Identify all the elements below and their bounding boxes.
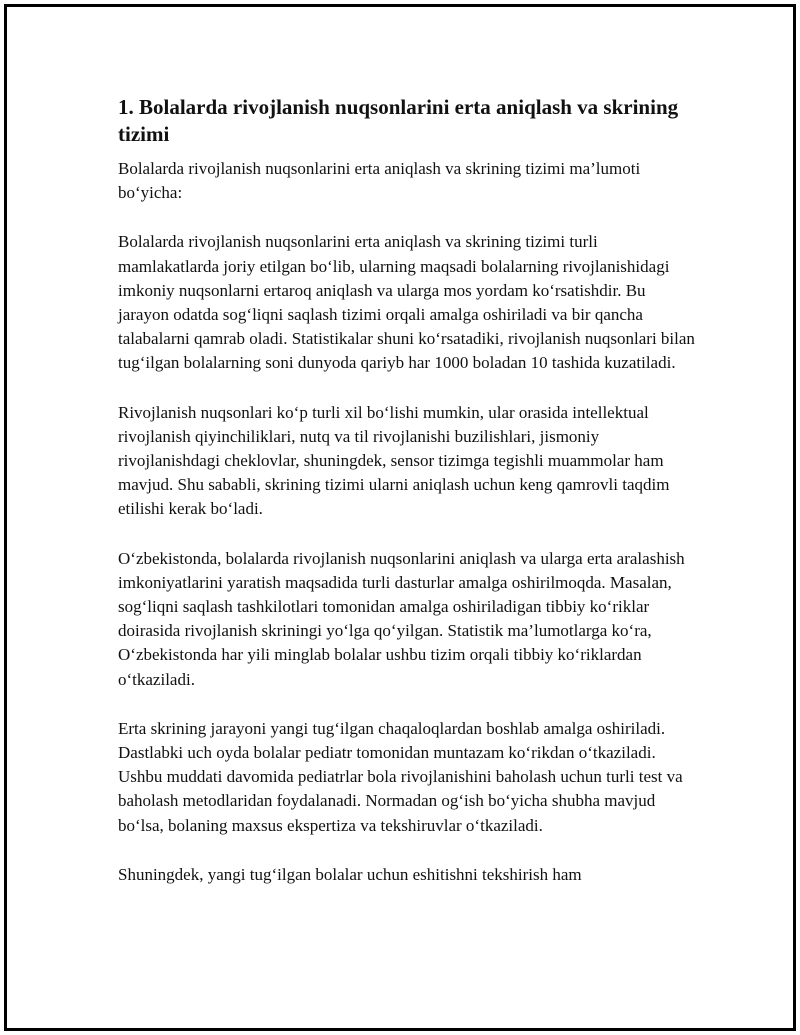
paragraph-intro: Bolalarda rivojlanish nuqsonlarini erta aniqlash va skrining tizimi ma’lumoti bo‘yicha: (118, 159, 641, 203)
paragraph-early-screening: Erta skrining jarayoni yangi tug‘ilgan chaqaloqlardan boshlab amalga oshiriladi. Dastlabki uch oyda bolalar pediatr tomonidan muntazam ko‘rikdan o‘tkaziladi. Ushbu muddati davomida pediatrlar bola rivojlanishini baholash uchun turli test va baholash metodlaridan foydalanadi. Normadan og‘ish bo‘yicha shubha mavjud bo‘lsa, bolaning maxsus ekspertiza va tekshiruvlar o‘tkaziladi. (118, 718, 683, 835)
paragraph-hearing: Shuningdek, yangi tug‘ilgan bolalar uchun eshitishni tekshirish ham (118, 864, 582, 884)
paragraph-uzbekistan: O‘zbekistonda, bolalarda rivojlanish nuqsonlarini aniqlash va ularga erta aralashish imkoniyatlarini yaratish maqsadida turli dasturlar amalga oshirilmoqda. Masalan, sog‘liqni saqlash tashkilotlari tomonidan amalga oshiriladigan tibbiy ko‘riklar doirasida rivojlanish skriningi yo‘lga qo‘yilgan. Statistik ma’lumotlarga ko‘ra, O‘zbekistonda har yili minglab bolalar ushbu tizim orqali tibbiy ko‘riklardan o‘tkaziladi. (118, 548, 685, 689)
paragraph-types: Rivojlanish nuqsonlari ko‘p turli xil bo‘lishi mumkin, ular orasida intellektual rivojlanish qiyinchiliklari, nutq va til rivojlanishi buzilishlari, jismoniy rivojlanishdagi cheklovlar, shuningdek, sensor tizimga tegishli muammolar ham mavjud. Shu sababli, skrining tizimi ularni aniqlash uchun keng qamrovli taqdim etilishi kerak bo‘ladi. (118, 402, 670, 519)
section-heading: 1. Bolalarda rivojlanish nuqsonlarini erta aniqlash va skrining tizimi (118, 95, 679, 146)
paragraph-overview: Bolalarda rivojlanish nuqsonlarini erta aniqlash va skrining tizimi turli mamlakatlarda joriy etilgan bo‘lib, ularning maqsadi bolalarning rivojlanishidagi imkoniy nuqsonlarni ertaroq aniqlash va ularga mos yordam ko‘rsatishdir. Bu jarayon odatda sog‘liqni saqlash tizimi orqali amalga oshiriladi va bir qancha talabalarni qamrab oladi. Statistikalar shuni ko‘rsatadiki, rivojlanish nuqsonlari bilan tug‘ilgan bolalarning soni dunyoda qariyb har 1000 boladan 10 tashida kuzatiladi. (118, 232, 695, 373)
document-body (118, 94, 698, 912)
